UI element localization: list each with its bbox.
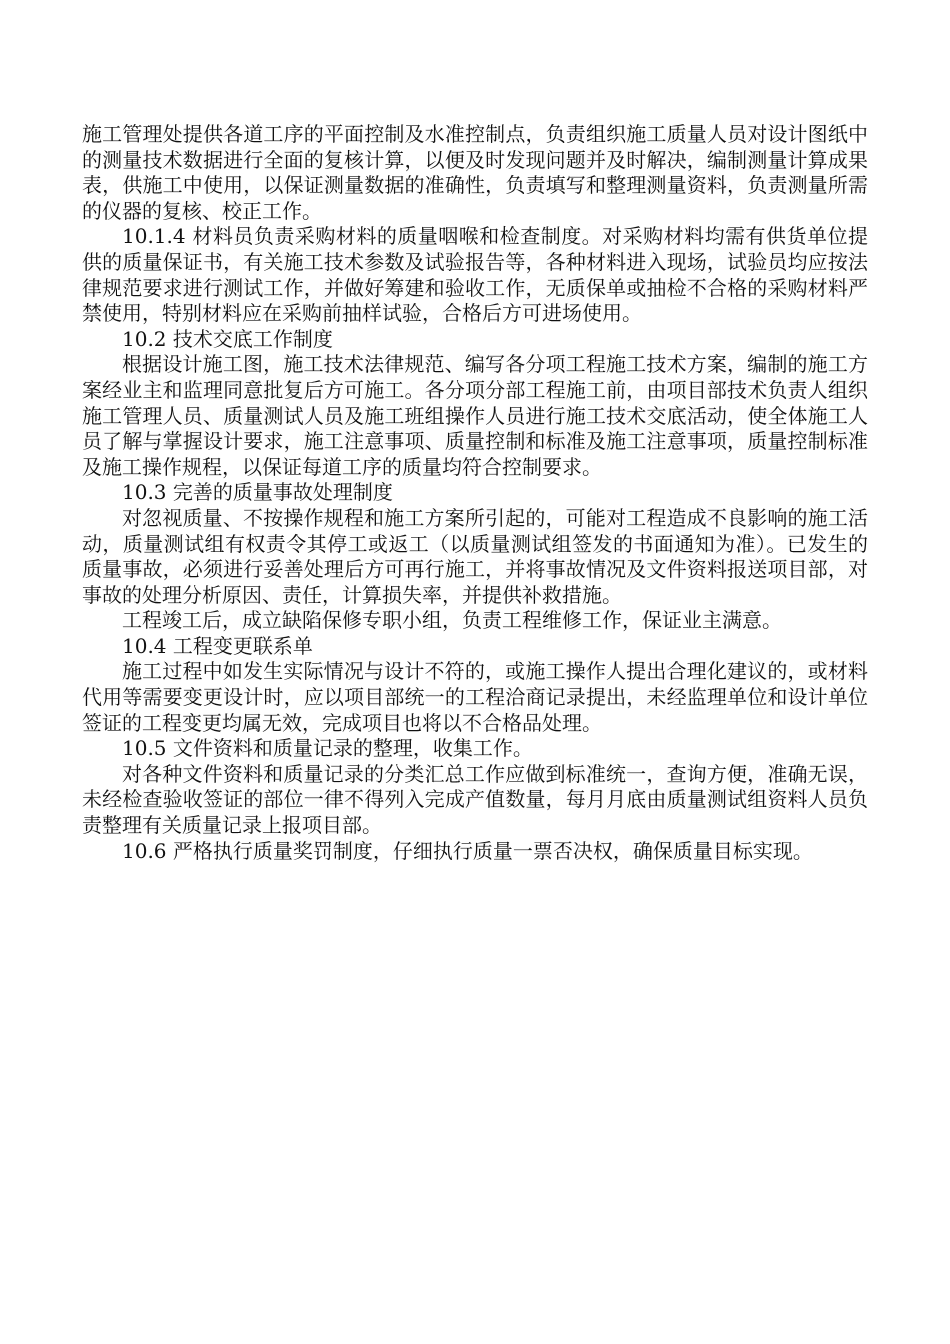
paragraph-survey-duties: 施工管理处提供各道工序的平面控制及水准控制点，负责组织施工质量人员对设计图纸中的测量技术数据进行全面的复核计算，以便及时发现问题并及时解决，编制测量计算成果表，供施工中使用，以保证测量数据的准确性，负责填写和整理测量资料，负责测量所需的仪器的复核、校正工作。 (82, 122, 868, 223)
paragraph-10-6-reward-penalty: 10.6 严格执行质量奖罚制度，仔细执行质量一票否决权，确保质量目标实现。 (122, 838, 813, 863)
section-heading-10-4: 10.4 工程变更联系单 (122, 633, 313, 658)
paragraph-10-1-4-material-inspection: 10.1.4 材料员负责采购材料的质量咽喉和检查制度。对采购材料均需有供货单位提供的质量保证书，有关施工技术参数及试验报告等，各种材料进入现场，试验员均应按法律规范要求进行测试工作，并做好筹建和验收工作，无质保单或抽检不合格的采购材料严禁使用，特别材料应在采购前抽样试验，合格后方可进场使用。 (82, 224, 868, 326)
section-heading-10-3: 10.3 完善的质量事故处理制度 (122, 480, 393, 505)
paragraph-technical-briefing: 根据设计施工图，施工技术法律规范、编写各分项工程施工技术方案，编制的施工方案经业主和监理同意批复后方可施工。各分项分部工程施工前，由项目部技术负责人组织施工管理人员、质量测试人员及施工班组操作人员进行施工技术交底活动，使全体施工人员了解与掌握设计要求，施工注意事项、质量控制和标准及施工注意事项，质量控制标准及施工操作规程，以保证每道工序的质量均符合控制要求。 (82, 352, 868, 479)
section-heading-10-5: 10.5 文件资料和质量记录的整理，收集工作。 (122, 736, 533, 761)
section-heading-10-2: 10.2 技术交底工作制度 (122, 326, 333, 351)
document-page (82, 122, 868, 864)
paragraph-defect-warranty: 工程竣工后，成立缺陷保修专职小组，负责工程维修工作，保证业主满意。 (122, 608, 782, 633)
paragraph-change-order: 施工过程中如发生实际情况与设计不符的，或施工操作人提出合理化建议的，或材料代用等需要变更设计时，应以项目部统一的工程洽商记录提出，未经监理单位和设计单位签证的工程变更均属无效，完成项目也将以不合格品处理。 (82, 659, 868, 735)
paragraph-records-collection: 对各种文件资料和质量记录的分类汇总工作应做到标准统一，查询方便，准确无误，未经检查验收签证的部位一律不得列入完成产值数量，每月月底由质量测试组资料人员负责整理有关质量记录上报项目部。 (82, 761, 868, 838)
paragraph-quality-accident-handling: 对忽视质量、不按操作规程和施工方案所引起的，可能对工程造成不良影响的施工活动，质量测试组有权责令其停工或返工（以质量测试组签发的书面通知为准）。已发生的质量事故，必须进行妥善处理后方可再行施工，并将事故情况及文件资料报送项目部，对事故的处理分析原因、责任，计算损失率，并提供补救措施。 (82, 505, 868, 607)
